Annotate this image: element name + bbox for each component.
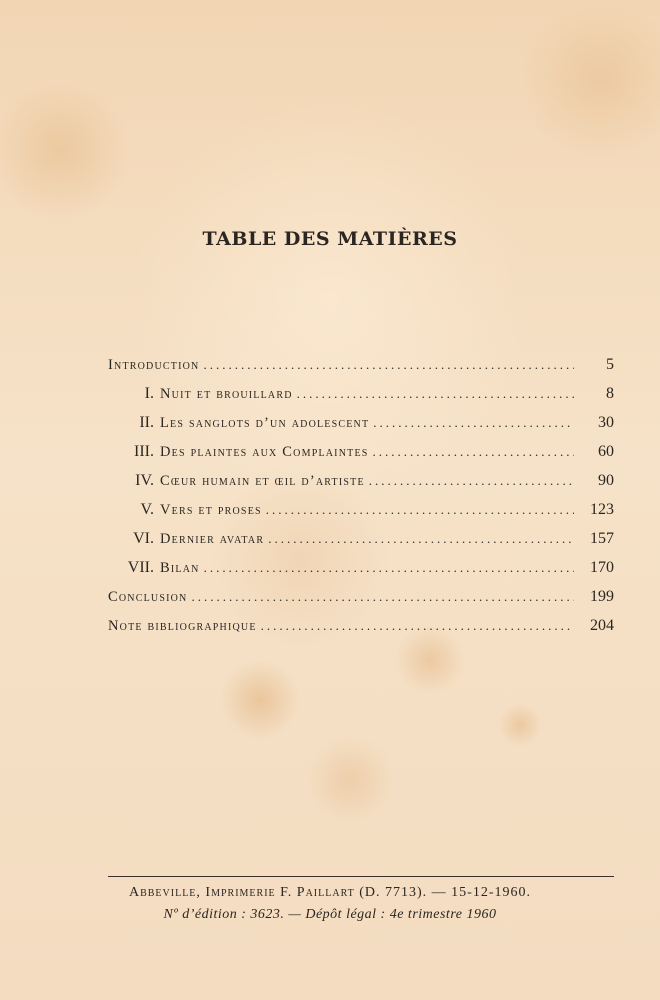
toc-entry-label: Conclusion (108, 589, 188, 605)
toc-chapter-number: IV. (135, 472, 154, 489)
toc-entry-chapter-2[interactable] (108, 414, 614, 443)
toc-entry-label: Les sanglots d’un adolescent (160, 415, 370, 431)
toc-entry-label: Cœur humain et œil d’artiste (160, 473, 365, 489)
toc-entry-bibliography[interactable] (108, 617, 614, 646)
toc-chapter-number: I. (144, 385, 154, 402)
dot-leader (191, 589, 574, 605)
toc-entry-page: 60 (598, 443, 614, 460)
toc-entry-page: 8 (606, 385, 614, 402)
toc-entry-label: Note bibliographique (108, 618, 257, 634)
toc-entry-page: 204 (590, 617, 614, 634)
toc-entry-label: Introduction (108, 357, 200, 373)
toc-entry-page: 199 (590, 588, 614, 605)
toc-chapter-number: V. (140, 501, 154, 518)
toc-entry-page: 5 (606, 356, 614, 373)
toc-entry-chapter-7[interactable] (108, 559, 614, 588)
toc-entry-introduction[interactable] (108, 356, 614, 385)
toc-entry-chapter-1[interactable] (108, 385, 614, 414)
toc-entry-conclusion[interactable] (108, 588, 614, 617)
dot-leader (268, 531, 574, 547)
toc-entry-chapter-6[interactable] (108, 530, 614, 559)
toc-entry-page: 123 (590, 501, 614, 518)
toc-entry-label: Vers et proses (160, 502, 262, 518)
toc-entry-page: 30 (598, 414, 614, 431)
toc-entry-label: Bilan (160, 560, 200, 576)
dot-leader (373, 415, 574, 431)
toc-chapter-number: III. (134, 443, 154, 460)
dot-leader (261, 618, 574, 634)
toc-entry-chapter-4[interactable] (108, 472, 614, 501)
toc-chapter-number: VI. (133, 530, 154, 547)
toc-chapter-number: II. (139, 414, 154, 431)
toc-entry-label: Nuit et brouillard (160, 386, 293, 402)
toc-entry-page: 170 (590, 559, 614, 576)
edition-notice: Nº d’édition : 3623. — Dépôt légal : 4e trimestre 1960 (163, 907, 497, 922)
printer-colophon: Abbeville, Imprimerie F. Paillart (D. 7713). — 15-12-1960. (128, 885, 532, 900)
toc-entry-chapter-3[interactable] (108, 443, 614, 472)
toc-entry-page: 157 (590, 530, 614, 547)
dot-leader (203, 357, 574, 373)
dot-leader (369, 473, 574, 489)
colophon-divider (108, 876, 614, 877)
dot-leader (204, 560, 574, 576)
dot-leader (266, 502, 574, 518)
dot-leader (373, 444, 574, 460)
table-of-contents (108, 356, 614, 646)
toc-entry-label: Des plaintes aux Complaintes (160, 444, 369, 460)
toc-entry-label: Dernier avatar (160, 531, 265, 547)
toc-chapter-number: VII. (127, 559, 154, 576)
toc-entry-chapter-5[interactable] (108, 501, 614, 530)
dot-leader (297, 386, 574, 402)
page-title: TABLE DES MATIÈRES (202, 228, 458, 250)
toc-entry-page: 90 (598, 472, 614, 489)
